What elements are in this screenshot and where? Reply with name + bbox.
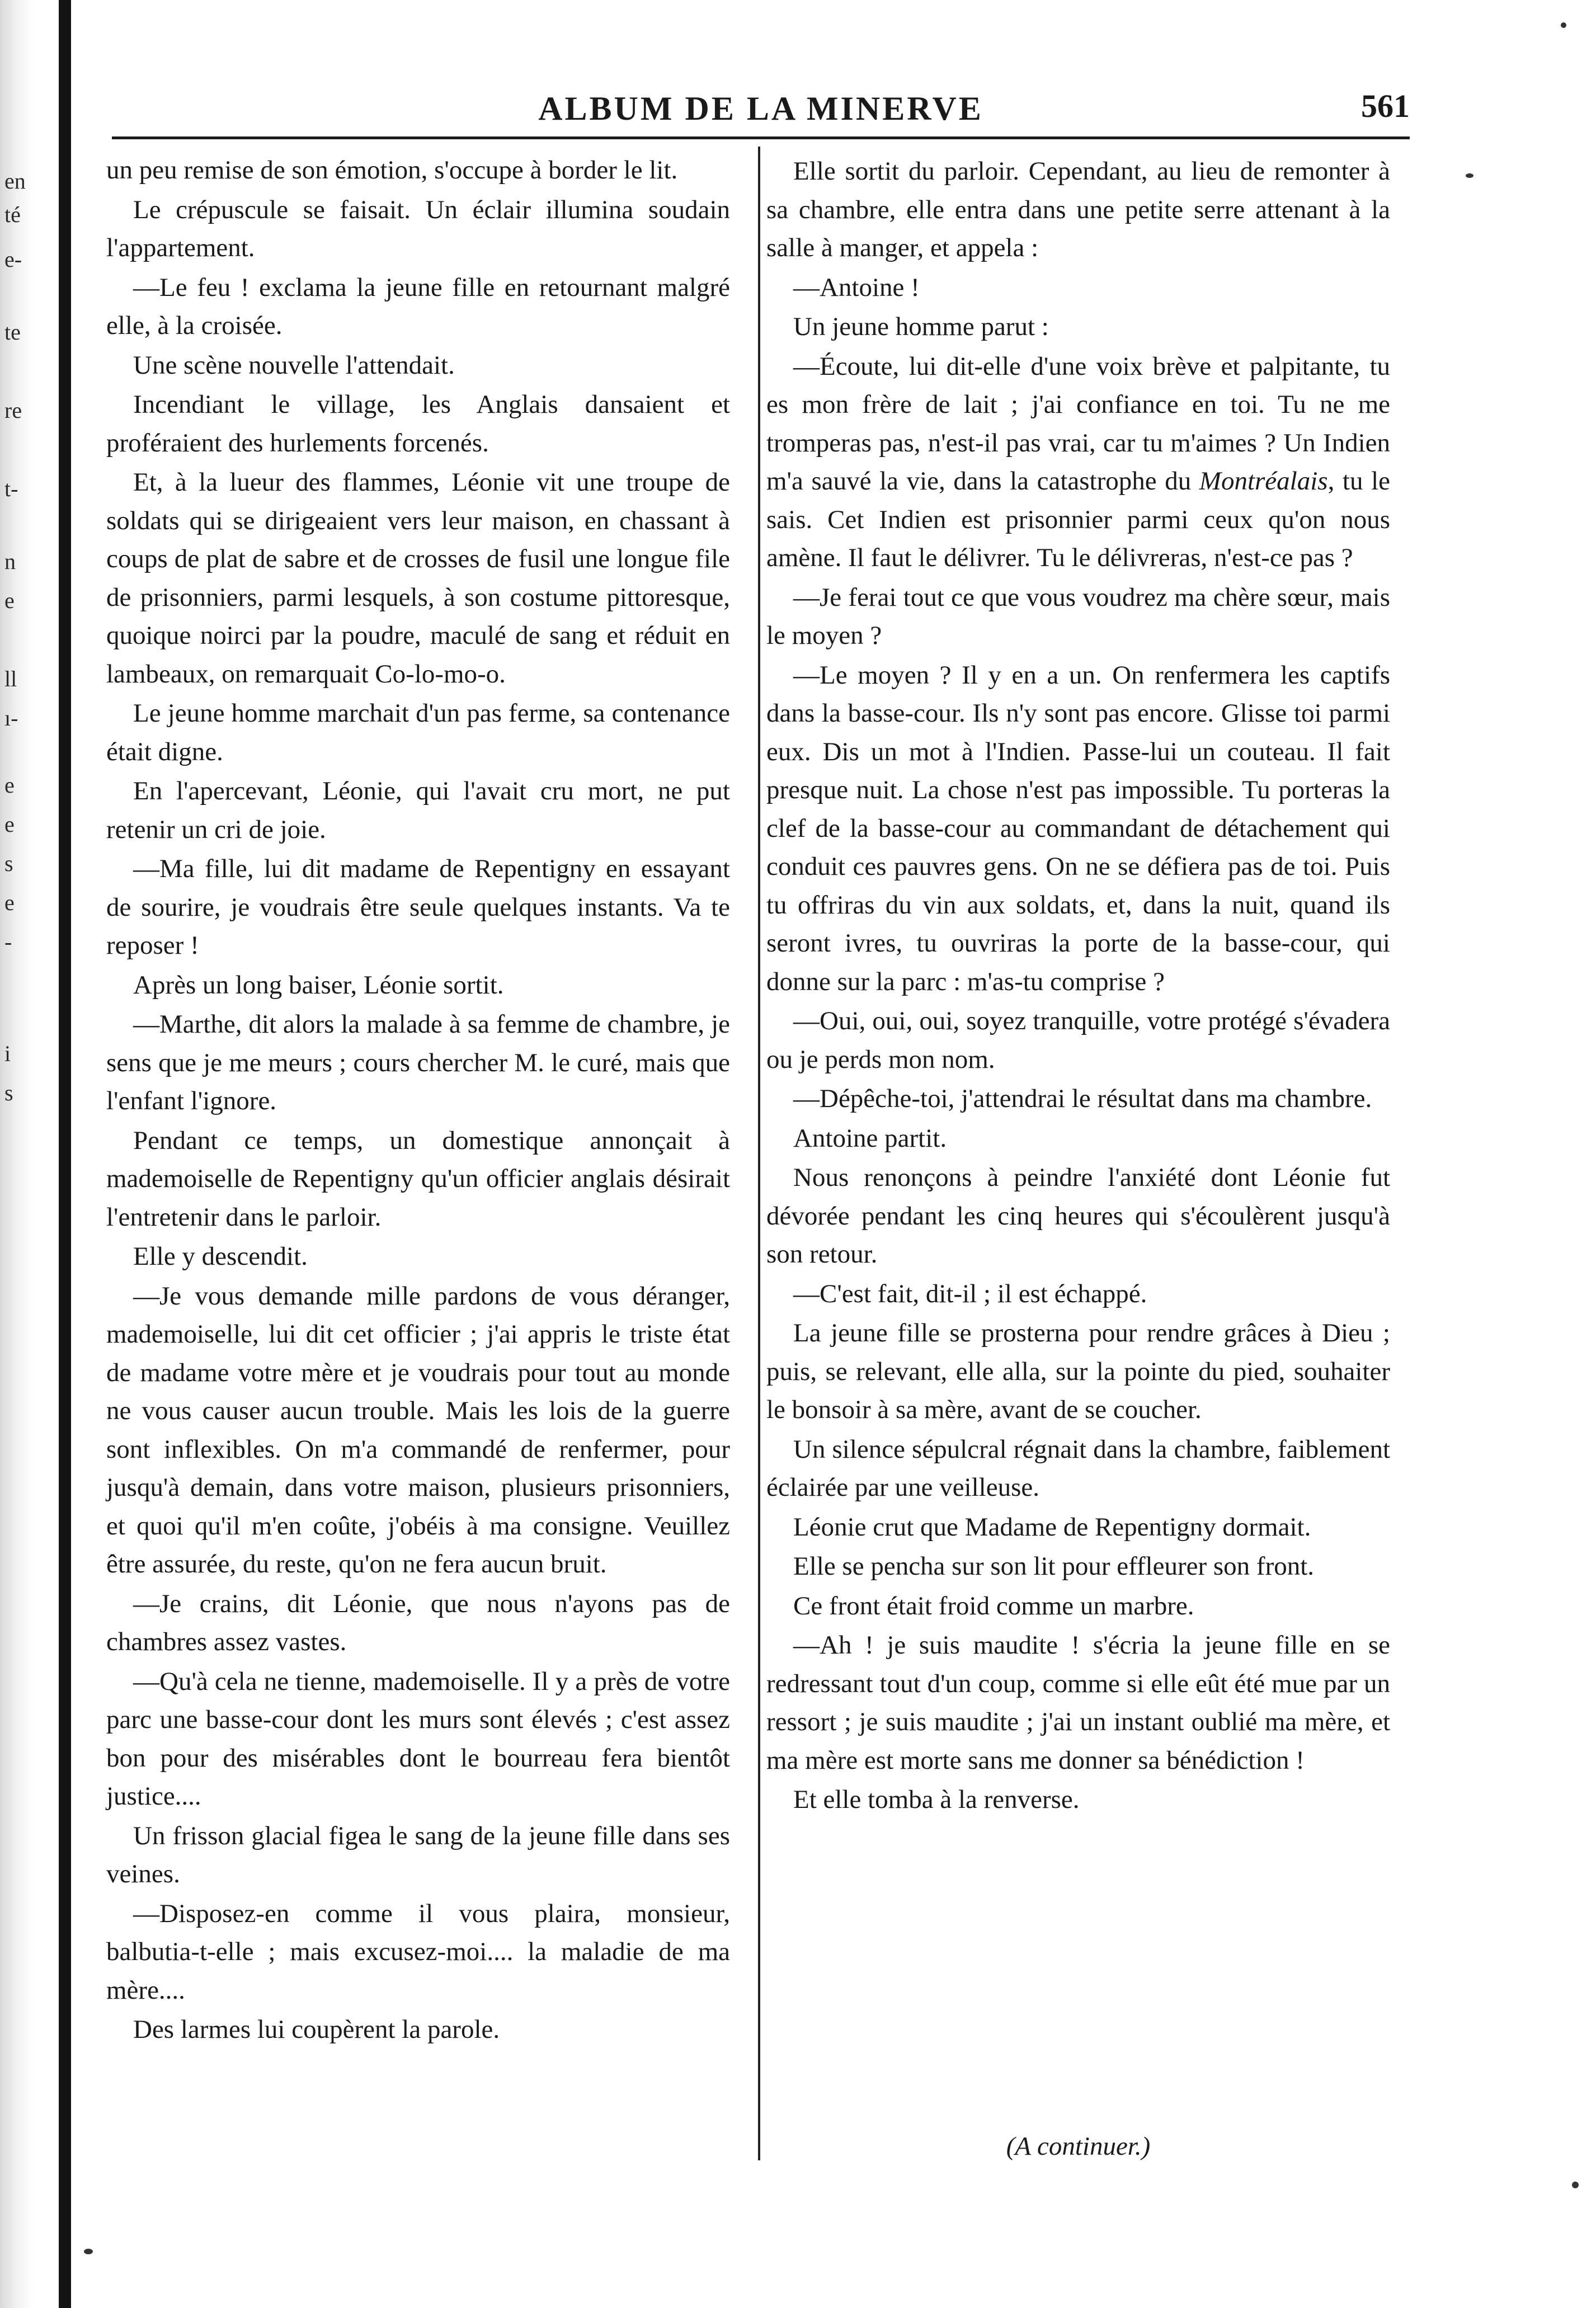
gutter-fragment: re xyxy=(4,398,22,423)
header-rule xyxy=(112,136,1410,139)
ink-speck xyxy=(1572,2182,1579,2188)
left-column xyxy=(106,151,730,2049)
paragraph: Elle sortit du parloir. Cependant, au lieu de remonter à sa chambre, elle entra dans une petite serre attenant à la salle à manger, et appela : xyxy=(766,157,1390,262)
gutter-fragment: - xyxy=(4,929,12,954)
paragraph: —C'est fait, dit-il ; il est échappé. xyxy=(793,1279,1147,1308)
paragraph: Incendiant le village, les Anglais dansaient et proféraient des hurlements forcenés. xyxy=(106,390,730,458)
gutter-fragment: i xyxy=(4,1041,11,1066)
paragraph: Des larmes lui coupèrent la parole. xyxy=(133,2015,500,2044)
paragraph: Un silence sépulcral régnait dans la chambre, faiblement éclairée par une veilleuse. xyxy=(766,1434,1390,1502)
gutter-fragment: e xyxy=(4,588,15,613)
paragraph: —Dépêche-toi, j'attendrai le résultat dans ma chambre. xyxy=(793,1084,1372,1113)
column-divider xyxy=(758,147,760,2160)
binding-margin-line xyxy=(59,0,71,2308)
paragraph: Elle y descendit. xyxy=(133,1242,308,1271)
paragraph: un peu remise de son émotion, s'occupe à border le lit. xyxy=(106,156,678,185)
adjacent-page-fragments xyxy=(4,0,44,2308)
paragraph: Un jeune homme parut : xyxy=(793,312,1049,341)
paragraph: Ce front était froid comme un marbre. xyxy=(793,1591,1194,1621)
paragraph: Le crépuscule se faisait. Un éclair illumina soudain l'appartement. xyxy=(106,195,730,262)
gutter-fragment: s xyxy=(4,1080,13,1105)
paragraph: —Je ferai tout ce que vous voudrez ma chère sœur, mais le moyen ? xyxy=(766,582,1390,650)
running-header xyxy=(112,78,1410,134)
paragraph: —Antoine ! xyxy=(793,272,920,302)
paragraph: —Ma fille, lui dit madame de Repentigny en essayant de sourire, je voudrais être seule quelques instants. Va te reposer ! xyxy=(106,854,730,960)
continuation-note: (A continuer.) xyxy=(1006,2132,1151,2161)
paragraph-text: , tu le sais. Cet Indien est prisonnier parmi ceux qu'on nous amène. Il faut le délivrer. Tu le délivreras, n'est-ce pas ? xyxy=(766,467,1390,572)
paragraph: Et, à la lueur des flammes, Léonie vit une troupe de soldats qui se dirigeaient vers leur maison, en chassant à coups de plat de sabre et de crosses de fusil une longue file de prisonniers, parmi lesquels, à son costume pittoresque, quoique noirci par la poudre, maculé de sang et réduit en lambeaux, on remarquait Co-lo-mo-o. xyxy=(106,468,730,689)
paragraph: La jeune fille se prosterna pour rendre grâces à Dieu ; puis, se relevant, elle alla, sur la pointe du pied, souhaiter le bonsoir à sa mère, avant de se coucher. xyxy=(766,1318,1390,1424)
paragraph: Le jeune homme marchait d'un pas ferme, sa contenance était digne. xyxy=(106,699,730,766)
gutter-fragment: s xyxy=(4,851,13,876)
paragraph: Antoine partit. xyxy=(793,1123,947,1153)
paragraph: Léonie crut que Madame de Repentigny dormait. xyxy=(793,1512,1311,1542)
paragraph: Pendant ce temps, un domestique annonçait à mademoiselle de Repentigny qu'un officier anglais désirait l'entretenir dans le parloir. xyxy=(106,1125,730,1232)
paragraph: Une scène nouvelle l'attendait. xyxy=(133,350,455,380)
gutter-fragment: te xyxy=(4,319,21,345)
paragraph: Un frisson glacial figea le sang de la jeune fille dans ses veines. xyxy=(106,1821,730,1888)
paragraph: —Qu'à cela ne tienne, mademoiselle. Il y a près de votre parc une basse-cour dont les murs sont élevés ; c'est assez bon pour des misérables dont le bourreau fera bientôt justice.... xyxy=(106,1666,730,1811)
gutter-fragment: ı- xyxy=(4,705,18,731)
paragraph-with-italic xyxy=(766,347,1390,577)
gutter-fragment: e xyxy=(4,773,15,798)
right-column xyxy=(766,151,1390,1819)
paragraph: Et elle tomba à la renverse. xyxy=(793,1785,1080,1814)
gutter-fragment: ll xyxy=(4,666,17,691)
ink-speck xyxy=(1561,22,1566,28)
italic-ship-name: Montréalais xyxy=(1199,467,1328,496)
paragraph: En l'apercevant, Léonie, qui l'avait cru mort, ne put retenir un cri de joie. xyxy=(106,776,730,844)
gutter-fragment: e xyxy=(4,812,15,837)
paragraph: —Je crains, dit Léonie, que nous n'ayons pas de chambres assez vastes. xyxy=(106,1589,730,1656)
gutter-fragment: té xyxy=(4,202,21,227)
paragraph: Nous renonçons à peindre l'anxiété dont Léonie fut dévorée pendant les cinq heures qui s'écoulèrent jusqu'à son retour. xyxy=(766,1163,1390,1269)
paragraph: Elle se pencha sur son lit pour effleurer son front. xyxy=(793,1552,1315,1581)
paragraph: Après un long baiser, Léonie sortit. xyxy=(133,970,504,1000)
paragraph: —Oui, oui, oui, soyez tranquille, votre protégé s'évadera ou je perds mon nom. xyxy=(766,1006,1390,1074)
journal-title: ALBUM DE LA MINERVE xyxy=(538,90,983,127)
paragraph: —Le moyen ? Il y en a un. On renfermera les captifs dans la basse-cour. Ils n'y sont pas encore. Glisse toi parmi eux. Dis un mot à l'Indien. Passe-lui un couteau. Il fait presque nuit. La chose n'est pas impossible. Tu porteras la clef de la basse-cour au commandant de détachement qui conduit ces pauvres gens. On ne se défiera pas de toi. Puis tu offriras du vin aux soldats, et, dans la nuit, quand ils seront ivres, tu ouvriras la porte de la basse-cour, qui donne sur la parc : m'as-tu comprise ? xyxy=(766,660,1390,996)
page-number: 561 xyxy=(1361,88,1410,124)
gutter-fragment: e- xyxy=(4,247,22,272)
gutter-fragment: t- xyxy=(4,476,18,501)
paragraph: —Ah ! je suis maudite ! s'écria la jeune fille en se redressant tout d'un coup, comme si elle eût été mue par un ressort ; je suis maudite ; j'ai un instant oublié ma mère, et ma mère est morte sans me donner sa bénédiction ! xyxy=(766,1631,1390,1775)
gutter-fragment: n xyxy=(4,549,16,574)
paragraph: —Disposez-en comme il vous plaira, monsieur, balbutia-t-elle ; mais excusez-moi.... la maladie de ma mère.... xyxy=(106,1899,730,2005)
paragraph: —Marthe, dit alors la malade à sa femme de chambre, je sens que je me meurs ; cours chercher M. le curé, mais que l'enfant l'ignore. xyxy=(106,1010,730,1115)
gutter-fragment: e xyxy=(4,890,15,915)
ink-speck xyxy=(1466,173,1473,178)
paragraph: —Je vous demande mille pardons de vous déranger, mademoiselle, lui dit cet officier ; j'ai appris le triste état de madame votre mère et je voudrais pour tout au monde ne vous causer aucun trouble. Mais les lois de la guerre sont inflexibles. On m'a commandé de renfermer, pour jusqu'à demain, dans votre maison, plusieurs prisonniers, et quoi qu'il m'en coûte, j'obéis à ma consigne. Veuillez être assurée, du reste, qu'on ne fera aucun bruit. xyxy=(106,1281,730,1579)
paragraph-text: —Écoute, lui dit-elle d'une voix brève et palpitante, tu es mon frère de lait ; j'ai confiance en toi. Tu ne me tromperas pas, n'est-il pas vrai, car tu m'aimes ? Un Indien m'a sauvé la vie, dans la catastrophe du xyxy=(766,351,1390,496)
ink-speck xyxy=(84,2249,93,2254)
gutter-fragment: en xyxy=(4,168,26,194)
paragraph: —Le feu ! exclama la jeune fille en retournant malgré elle, à la croisée. xyxy=(106,272,730,340)
